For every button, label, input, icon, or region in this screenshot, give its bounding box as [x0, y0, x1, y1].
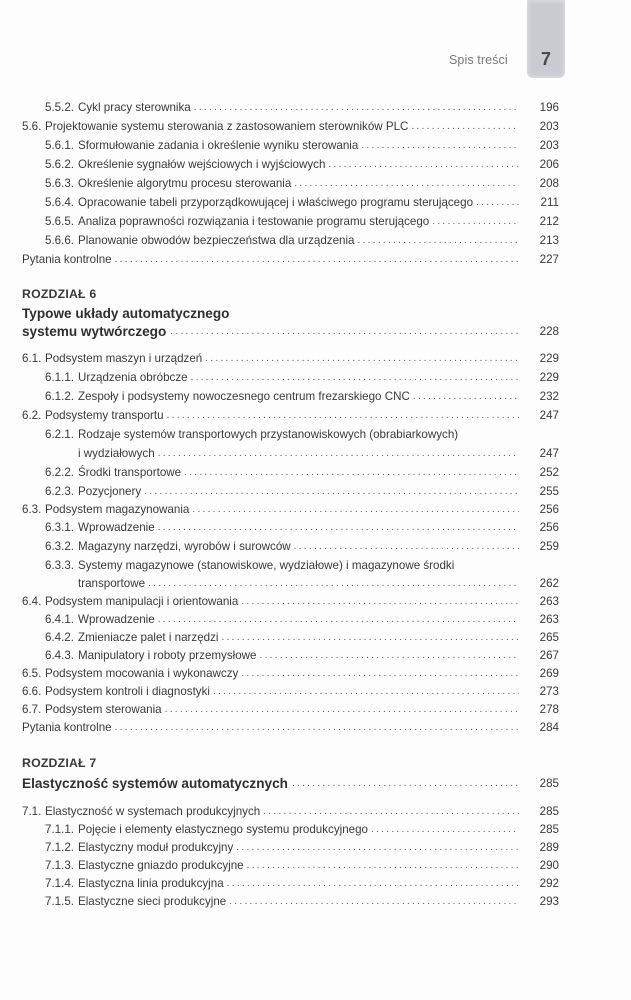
entry-page: 256	[539, 521, 559, 534]
entry-page: 278	[539, 703, 559, 716]
toc-entry-7-1-2[interactable]	[0, 839, 631, 857]
dot-leader	[191, 369, 519, 387]
dot-leader	[213, 683, 519, 701]
entry-title: Manipulatory i roboty przemysłowe	[78, 649, 257, 662]
dot-leader	[292, 774, 519, 794]
toc-entry-6-3-3[interactable]	[0, 557, 631, 575]
entry-page: 232	[539, 390, 559, 403]
chapter-6-label: ROZDZIAŁ 6	[22, 287, 97, 301]
entry-title: Opracowanie tabeli przyporządkowującej i właściwego programu sterującego	[78, 196, 474, 209]
page-number: 7	[540, 49, 551, 69]
entry-number: 6.3.3.	[45, 559, 75, 572]
toc-entry-5-6-1[interactable]	[0, 137, 631, 155]
dot-leader	[241, 593, 519, 611]
dot-leader	[115, 251, 519, 269]
toc-entry-6-7[interactable]	[0, 701, 631, 719]
entry-title: i wydziałowych	[78, 447, 155, 460]
entry-number: 7.1.	[22, 805, 42, 818]
entry-number: 5.6.1.	[45, 139, 75, 152]
toc-entry-review-questions-6[interactable]	[0, 719, 631, 737]
entry-number: 7.1.5.	[45, 895, 75, 908]
dot-leader	[205, 350, 519, 368]
entry-page: 252	[539, 466, 559, 479]
dot-leader	[263, 803, 519, 821]
entry-title: Podsystem maszyn i urządzeń	[45, 352, 203, 365]
entry-number: 5.6.5.	[45, 215, 75, 228]
dot-leader	[476, 194, 519, 212]
entry-title: Planowanie obwodów bezpieczeństwa dla urządzenia	[78, 234, 355, 247]
entry-page: 284	[539, 721, 559, 734]
toc-entry-7-1[interactable]	[0, 803, 631, 821]
entry-number: 6.4.2.	[45, 631, 75, 644]
entry-title: Sformułowanie zadania i określenie wyniku sterowania	[78, 139, 359, 152]
entry-number: 6.4.1.	[45, 613, 75, 626]
toc-entry-6-2[interactable]	[0, 407, 631, 425]
chapter-7-label: ROZDZIAŁ 7	[22, 756, 97, 770]
dot-leader	[148, 575, 519, 593]
entry-number: 6.3.1.	[45, 521, 75, 534]
dot-leader	[413, 388, 519, 406]
toc-entry-6-4-3[interactable]	[0, 647, 631, 665]
toc-entry-7-1-1[interactable]	[0, 821, 631, 839]
entry-number: 6.2.2.	[45, 466, 75, 479]
chapter-title-text: Elastyczność systemów automatycznych	[22, 776, 288, 791]
dot-leader	[221, 629, 519, 647]
chapter-7-title[interactable]	[0, 774, 631, 794]
entry-title: Analiza poprawności rozwiązania i testowanie programu sterującego	[78, 215, 430, 228]
entry-page: 213	[539, 234, 559, 247]
entry-page: 255	[539, 485, 559, 498]
entry-number: 7.1.3.	[45, 859, 75, 872]
entry-page: 247	[539, 447, 559, 460]
entry-number: 6.2.3.	[45, 485, 75, 498]
entry-title: Zespoły i podsystemy nowoczesnego centrum frezarskiego CNC	[78, 390, 410, 403]
entry-number: 5.6.2.	[45, 158, 75, 171]
toc-entry-5-6-5[interactable]	[0, 213, 631, 231]
entry-number: 7.1.2.	[45, 841, 75, 854]
toc-entry-6-2-1[interactable]	[0, 426, 631, 444]
dot-leader	[165, 701, 519, 719]
chapter-page: 228	[539, 325, 559, 338]
dot-leader	[144, 483, 519, 501]
entry-number: 6.4.3.	[45, 649, 75, 662]
entry-number: 6.5.	[22, 667, 42, 680]
toc-entry-5-6-6[interactable]	[0, 232, 631, 250]
entry-number: 6.1.1.	[45, 371, 75, 384]
entry-title: Podsystemy transportu	[45, 409, 164, 422]
toc-entry-6-1-1[interactable]	[0, 369, 631, 387]
entry-number: 6.2.1.	[45, 428, 75, 441]
dot-leader	[167, 407, 519, 425]
entry-title: Urządzenia obróbcze	[78, 371, 188, 384]
entry-page: 206	[539, 158, 559, 171]
entry-number: 6.1.	[22, 352, 42, 365]
dot-leader	[158, 445, 519, 463]
toc-entry-6-3-2[interactable]	[0, 538, 631, 556]
entry-title: Cykl pracy sterownika	[78, 101, 191, 114]
entry-page: 269	[539, 667, 559, 680]
dot-leader	[361, 137, 519, 155]
entry-title: Wprowadzenie	[78, 613, 155, 626]
toc-entry-5-6[interactable]	[0, 118, 631, 136]
entry-title: Określenie sygnałów wejściowych i wyjściowych	[78, 158, 326, 171]
entry-number: 6.6.	[22, 685, 42, 698]
entry-number: 6.1.2.	[45, 390, 75, 403]
entry-title: Pozycjonery	[78, 485, 142, 498]
dot-leader	[158, 611, 519, 629]
entry-page: 292	[539, 877, 559, 890]
dot-leader	[158, 519, 519, 537]
entry-number: 5.6.6.	[45, 234, 75, 247]
dot-leader	[260, 647, 520, 665]
dot-leader	[170, 322, 519, 342]
toc-entry-5-5-2[interactable]	[0, 99, 631, 117]
toc-entry-5-6-3[interactable]	[0, 175, 631, 193]
toc-entry-7-1-5[interactable]	[0, 893, 631, 911]
chapter-6-title-line2[interactable]	[0, 322, 631, 342]
chapter-title-text: Typowe układy automatycznego	[22, 306, 230, 321]
toc-entry-7-1-3[interactable]	[0, 857, 631, 875]
entry-title: Projektowanie systemu sterowania z zastosowaniem sterowników PLC	[45, 120, 409, 133]
chapter-title-text: systemu wytwórczego	[22, 324, 167, 339]
dot-leader	[115, 719, 519, 737]
toc-entry-6-2-2[interactable]	[0, 464, 631, 482]
toc-entry-review-questions-5[interactable]	[0, 251, 631, 269]
entry-title: Podsystem magazynowania	[45, 503, 190, 516]
toc-entry-6-2-1-cont[interactable]	[0, 445, 631, 463]
entry-number: 6.3.2.	[45, 540, 75, 553]
toc-entry-5-6-2[interactable]	[0, 156, 631, 174]
toc-entry-6-2-3[interactable]	[0, 483, 631, 501]
entry-page: 263	[539, 613, 559, 626]
entry-title: Elastyczna linia produkcyjna	[78, 877, 224, 890]
running-head: Spis treści	[449, 53, 508, 67]
dot-leader	[184, 464, 519, 482]
entry-number: 6.2.	[22, 409, 42, 422]
entry-page: 229	[539, 371, 559, 384]
dot-leader	[411, 118, 519, 136]
dot-leader	[371, 821, 519, 839]
entry-title: Wprowadzenie	[78, 521, 155, 534]
entry-number: 6.3.	[22, 503, 42, 516]
entry-number: 7.1.4.	[45, 877, 75, 890]
entry-title: Pytania kontrolne	[22, 721, 112, 734]
dot-leader	[241, 665, 519, 683]
entry-title: Podsystem sterowania	[45, 703, 162, 716]
entry-number: 6.4.	[22, 595, 42, 608]
toc-entry-6-3-1[interactable]	[0, 519, 631, 537]
chapter-page: 285	[539, 777, 559, 790]
dot-leader	[328, 156, 519, 174]
dot-leader	[236, 839, 519, 857]
toc-entry-6-4-1[interactable]	[0, 611, 631, 629]
dot-leader	[194, 99, 519, 117]
chapter-6-title-line1[interactable]	[0, 304, 631, 324]
entry-title: Podsystem kontroli i diagnostyki	[45, 685, 210, 698]
entry-title: Zmieniacze palet i narzędzi	[78, 631, 219, 644]
entry-number: 5.6.4.	[45, 196, 75, 209]
toc-entry-6-5[interactable]	[0, 665, 631, 683]
page-number-tab	[527, 0, 565, 78]
entry-page: 263	[539, 595, 559, 608]
dot-leader	[227, 875, 519, 893]
entry-title: Elastyczny moduł produkcyjny	[78, 841, 234, 854]
entry-page: 256	[539, 503, 559, 516]
entry-number: 5.5.2.	[45, 101, 75, 114]
entry-title: Podsystem manipulacji i orientowania	[45, 595, 239, 608]
toc-entry-6-3[interactable]	[0, 501, 631, 519]
entry-number: 5.6.	[22, 120, 42, 133]
entry-title: Pytania kontrolne	[22, 253, 112, 266]
dot-leader	[432, 213, 519, 231]
toc-entry-6-4[interactable]	[0, 593, 631, 611]
entry-page: 285	[539, 805, 559, 818]
toc-entry-6-1[interactable]	[0, 350, 631, 368]
entry-title: transportowe	[78, 577, 146, 590]
toc-entry-6-6[interactable]	[0, 683, 631, 701]
entry-page: 203	[539, 139, 559, 152]
entry-title: Magazyny narzędzi, wyrobów i surowców	[78, 540, 291, 553]
entry-page: 227	[539, 253, 559, 266]
entry-title: Środki transportowe	[78, 466, 182, 479]
dot-leader	[229, 893, 519, 911]
entry-page: 262	[539, 577, 559, 590]
entry-page: 208	[539, 177, 559, 190]
entry-page: 211	[540, 196, 559, 209]
entry-title: Określenie algorytmu procesu sterowania	[78, 177, 292, 190]
entry-page: 290	[539, 859, 559, 872]
entry-title: Rodzaje systemów transportowych przystanowiskowych (obrabiarkowych)	[78, 428, 459, 441]
toc-entry-6-4-2[interactable]	[0, 629, 631, 647]
entry-number: 6.7.	[22, 703, 42, 716]
entry-page: 196	[539, 101, 559, 114]
entry-page: 247	[539, 409, 559, 422]
entry-number: 5.6.3.	[45, 177, 75, 190]
entry-page: 265	[539, 631, 559, 644]
entry-page: 259	[539, 540, 559, 553]
dot-leader	[358, 232, 520, 250]
toc-entry-5-6-4[interactable]	[0, 194, 631, 212]
dot-leader	[294, 175, 519, 193]
entry-page: 285	[539, 823, 559, 836]
dot-leader	[294, 538, 519, 556]
entry-title: Elastyczność w systemach produkcyjnych	[45, 805, 261, 818]
entry-number: 7.1.1.	[45, 823, 75, 836]
entry-title: Elastyczne gniazdo produkcyjne	[78, 859, 244, 872]
entry-page: 203	[539, 120, 559, 133]
entry-page: 212	[539, 215, 559, 228]
entry-page: 267	[539, 649, 559, 662]
entry-page: 293	[539, 895, 559, 908]
entry-title: Pojęcie i elementy elastycznego systemu produkcyjnego	[78, 823, 368, 836]
entry-title: Elastyczne sieci produkcyjne	[78, 895, 227, 908]
entry-page: 273	[539, 685, 559, 698]
entry-title: Podsystem mocowania i wykonawczy	[45, 667, 239, 680]
dot-leader	[247, 857, 519, 875]
entry-page: 289	[539, 841, 559, 854]
toc-entry-7-1-4[interactable]	[0, 875, 631, 893]
toc-entry-6-3-3-cont[interactable]	[0, 575, 631, 593]
entry-title: Systemy magazynowe (stanowiskowe, wydziałowe) i magazynowe środki	[78, 559, 455, 572]
toc-entry-6-1-2[interactable]	[0, 388, 631, 406]
entry-page: 229	[539, 352, 559, 365]
dot-leader	[192, 501, 519, 519]
